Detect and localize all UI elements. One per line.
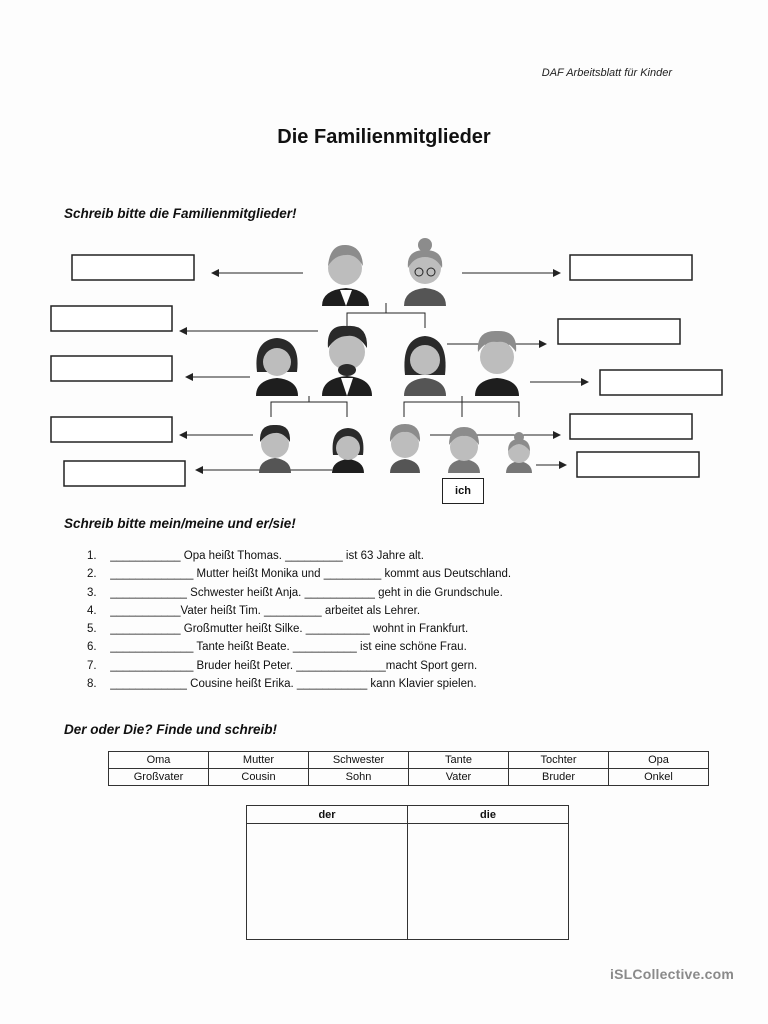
section-heading-der-die: Der oder Die? Finde und schreib! <box>64 722 278 737</box>
word-cell: Sohn <box>309 769 409 786</box>
list-item: 3. ____________ Schwester heißt Anja. ___________ geht in die Grundschule. <box>87 586 503 599</box>
list-item: 6. _____________ Tante heißt Beate. __________ ist eine schöne Frau. <box>87 641 467 654</box>
mother-figure <box>404 336 446 396</box>
word-cell: Tochter <box>509 752 609 769</box>
answer-box-grandmother <box>570 255 692 280</box>
answer-box-uncle <box>600 370 722 395</box>
fill-in-exercise-list <box>87 547 511 693</box>
uncle-figure <box>475 331 519 396</box>
answer-box-cousin-boy <box>51 417 172 442</box>
word-cell: Schwester <box>309 752 409 769</box>
answer-box-mother <box>558 319 680 344</box>
page-title: Die Familienmitglieder <box>277 126 491 148</box>
der-column-header: der <box>247 806 408 824</box>
word-cell: Oma <box>109 752 209 769</box>
word-cell: Opa <box>609 752 709 769</box>
word-cell: Großvater <box>109 769 209 786</box>
ich-label: ich <box>442 478 484 504</box>
list-item: 7. _____________ Bruder heißt Peter. ______________macht Sport gern. <box>87 659 478 672</box>
table-row <box>109 769 709 786</box>
die-answer-cell[interactable] <box>408 824 569 940</box>
worksheet-subtitle: DAF Arbeitsblatt für Kinder <box>541 67 672 79</box>
der-answer-cell[interactable] <box>247 824 408 940</box>
answer-box-cousin-girl <box>64 461 185 486</box>
die-column-header: die <box>408 806 569 824</box>
sister-figure <box>506 432 532 473</box>
brother-figure <box>390 424 420 473</box>
table-header-row <box>247 806 569 824</box>
word-cell: Bruder <box>509 769 609 786</box>
answer-box-father <box>51 306 172 331</box>
grandfather-figure <box>322 245 369 306</box>
answer-box-grandfather <box>72 255 194 280</box>
father-figure <box>322 326 372 396</box>
list-item: 5. ___________ Großmutter heißt Silke. __________ wohnt in Frankfurt. <box>87 623 469 636</box>
cousin-boy-figure <box>259 425 291 473</box>
word-cell: Onkel <box>609 769 709 786</box>
watermark-logo: iSLCollective.com <box>610 966 734 982</box>
word-bank-table <box>108 751 709 786</box>
answer-box-sister <box>577 452 699 477</box>
word-cell: Mutter <box>209 752 309 769</box>
section-heading-possessives: Schreib bitte mein/meine und er/sie! <box>64 516 296 531</box>
word-cell: Cousin <box>209 769 309 786</box>
table-row <box>247 824 569 940</box>
grandmother-figure <box>404 238 446 306</box>
table-row <box>109 752 709 769</box>
list-item: 8. ____________ Cousine heißt Erika. ___________ kann Klavier spielen. <box>87 678 477 691</box>
word-cell: Tante <box>409 752 509 769</box>
list-item: 1. ___________ Opa heißt Thomas. _________ ist 63 Jahre alt. <box>87 550 424 562</box>
der-die-sort-table <box>246 805 569 940</box>
section-heading-family-tree: Schreib bitte die Familienmitglieder! <box>64 206 297 221</box>
list-item: 4. ___________Vater heißt Tim. _________ arbeitet als Lehrer. <box>87 604 421 617</box>
me-figure <box>448 427 480 473</box>
list-item: 2. _____________ Mutter heißt Monika und _________ kommt aus Deutschland. <box>87 568 512 581</box>
answer-box-aunt <box>51 356 172 381</box>
aunt-figure <box>256 338 298 396</box>
answer-box-brother <box>570 414 692 439</box>
word-cell: Vater <box>409 769 509 786</box>
cousin-girl-figure <box>332 428 364 473</box>
